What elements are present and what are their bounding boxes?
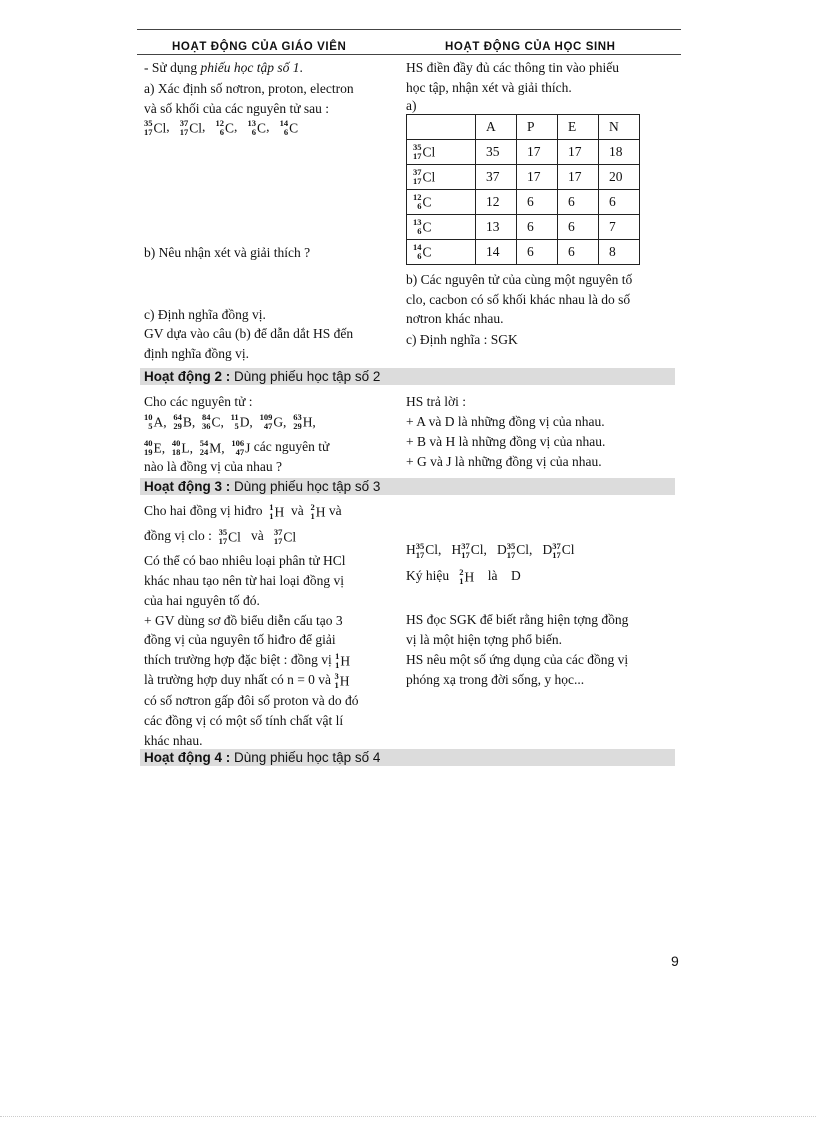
- table-row: [407, 190, 640, 215]
- a2-gv-intro: Cho các nguyên tử :: [144, 394, 253, 409]
- a3-gv-l1: Cho hai đồng vị hiđro 1 1 H và 2 1 H và: [144, 501, 342, 521]
- gv-b: b) Nêu nhận xét và giải thích ?: [144, 245, 311, 260]
- gv-use-sheet: - Sử dụng phiếu học tập số 1.: [144, 60, 303, 75]
- table-cell: 17: [517, 165, 558, 190]
- table-row: [407, 140, 640, 165]
- isotope: 13 6 C: [247, 117, 267, 137]
- gv-lead: GV dựa vào câu (b) để dẫn dắt HS đến: [144, 326, 354, 341]
- table-cell: 6: [599, 190, 640, 215]
- a3-hs-symbol: Ký hiệu 2 1 H là D: [406, 566, 521, 586]
- isotope: 14 6 C: [279, 117, 299, 137]
- table-cell: 6: [558, 240, 599, 265]
- activity-4-heading: Hoạt động 4 : Dùng phiếu học tập số 4: [140, 749, 675, 766]
- table-header-row: [407, 115, 640, 140]
- table-cell: 37: [476, 165, 517, 190]
- a3-gv-l2: đồng vị clo : 35 17 Cl và 37 17 Cl: [144, 526, 297, 546]
- table-cell: 18: [599, 140, 640, 165]
- a3-gv-p2-4: là trường hợp duy nhất có n = 0 và 3 1 H: [144, 670, 350, 690]
- a2-hs-answer: HS trả lời :: [406, 394, 467, 409]
- table-cell: 17: [558, 165, 599, 190]
- table-cell: 17: [558, 140, 599, 165]
- isotope: 63 29 H,: [293, 411, 316, 431]
- table-cell: 6: [558, 215, 599, 240]
- table-header-cell: N: [599, 115, 640, 140]
- table-header-cell: A: [476, 115, 517, 140]
- bottom-dotted-edge: [0, 1116, 816, 1117]
- isotope: 40 18 L,: [171, 437, 193, 457]
- a3-hs-p2: vị là một hiện tợng phổ biến.: [406, 632, 562, 647]
- table-cell: 17: [517, 140, 558, 165]
- isotope: 35 17: [415, 540, 425, 560]
- a3-hs-molecules: H 35 17 Cl, H 37 17 Cl, D 35 17 Cl, D 37 17 Cl: [406, 540, 575, 560]
- isotope: 109 47 G,: [259, 411, 287, 431]
- top-rule: [137, 29, 681, 30]
- a3-gv-p1-3: của hai nguyên tố đó.: [144, 593, 260, 608]
- hs-b: b) Các nguyên tử của cùng một nguyên tố: [406, 272, 633, 287]
- table-cell: 6: [517, 240, 558, 265]
- table-cell: 6: [558, 190, 599, 215]
- a2-atoms-row1: [144, 411, 316, 431]
- table-cell: 13: [476, 215, 517, 240]
- a2-hs-bh: + B và H là những đồng vị của nhau.: [406, 434, 606, 449]
- isotope: 3 1 H: [334, 670, 350, 690]
- isotope-table: [406, 114, 640, 265]
- isotope: 11 5 D,: [230, 411, 253, 431]
- hs-fill2: học tập, nhận xét và giải thích.: [406, 80, 572, 95]
- a2-atoms-row2: 40 19 E, 40 18 L, 54 24 M, 106 47 J các nguyên tử: [144, 437, 330, 457]
- a3-gv-p1-2: khác nhau tạo nên từ hai loại đồng vị: [144, 573, 345, 588]
- a3-gv-p2-3: thích trường hợp đặc biệt : đồng vị 1 1 H: [144, 650, 351, 670]
- isotope: 106 47 J: [231, 437, 251, 457]
- table-cell: 6: [517, 215, 558, 240]
- isotope: 37 17: [552, 540, 561, 560]
- isotope: 37 17 Cl: [179, 117, 203, 137]
- a3-hs-p1: HS đọc SGK để biết rằng hiện tợng đồng: [406, 612, 629, 627]
- a3-hs-p3: HS nêu một số ứng dụng của các đồng vị: [406, 652, 629, 667]
- hs-b2: clo, cacbon có số khối khác nhau là do số: [406, 292, 631, 307]
- isotope: 84 36 C,: [202, 411, 224, 431]
- a3-gv-p2-6: các đồng vị có một số tính chất vật lí: [144, 713, 344, 728]
- table-cell: 35: [476, 140, 517, 165]
- a3-gv-p2-7: khác nhau.: [144, 733, 203, 748]
- isotope: 1 1 H: [269, 501, 285, 521]
- table-header-cell: E: [558, 115, 599, 140]
- isotope: 12 6 C: [413, 192, 432, 211]
- hs-b3: nơtron khác nhau.: [406, 311, 504, 326]
- table-header-cell: P: [517, 115, 558, 140]
- a3-gv-p1-1: Có thể có bao nhiêu loại phân tử HCl: [144, 553, 346, 568]
- a3-gv-p2-5: có số nơtron gấp đôi số proton và do đó: [144, 693, 359, 708]
- gv-isotope-list: 35 17 Cl, 37 17 Cl, 12 6 C, 13 6 C, 14 6 C: [144, 117, 299, 137]
- gv-c: c) Định nghĩa đồng vị.: [144, 307, 266, 322]
- a3-gv-p2-2: đồng vị của nguyên tố hiđro để giải: [144, 632, 336, 647]
- table-cell: 14: [476, 240, 517, 265]
- table-cell: 20: [599, 165, 640, 190]
- a3-hs-p4: phóng xạ trong đời sống, y học...: [406, 672, 585, 687]
- isotope: 12 6 C: [215, 117, 235, 137]
- isotope: 54 24 M,: [199, 437, 225, 457]
- isotope: 40 19 E,: [144, 437, 166, 457]
- table-cell: 7: [599, 215, 640, 240]
- isotope: 14 6 C: [413, 242, 432, 261]
- table-header-cell: [407, 115, 476, 140]
- a2-hs-gj: + G và J là những đồng vị của nhau.: [406, 454, 602, 469]
- activity-2-heading: Hoạt động 2 : Dùng phiếu học tập số 2: [140, 368, 675, 385]
- hs-a: a): [406, 98, 417, 113]
- a2-hs-ad: + A và D là những đồng vị của nhau.: [406, 414, 605, 429]
- header-student: HOẠT ĐỘNG CỦA HỌC SINH: [445, 41, 616, 53]
- activity-3-heading: Hoạt động 3 : Dùng phiếu học tập số 3: [140, 478, 675, 495]
- isotope: 35 17 Cl: [144, 117, 167, 137]
- isotope: 37 17 Cl: [413, 167, 436, 186]
- isotope: 37 17 Cl: [273, 526, 297, 546]
- isotope: 35 17 Cl: [413, 142, 436, 161]
- gv-a: a) Xác định số nơtron, proton, electron: [144, 81, 354, 96]
- isotope: 35 17: [506, 540, 516, 560]
- header-teacher: HOẠT ĐỘNG CỦA GIÁO VIÊN: [172, 41, 347, 53]
- isotope: 64 29 B,: [173, 411, 196, 431]
- gv-a2: và số khối của các nguyên tử sau :: [144, 101, 330, 116]
- isotope: 2 1 H: [459, 566, 475, 586]
- isotope: 2 1 H: [310, 501, 326, 521]
- a2-gv-question: nào là đồng vị của nhau ?: [144, 459, 282, 474]
- table-row: [407, 215, 640, 240]
- isotope: 13 6 C: [413, 217, 432, 236]
- table-row: [407, 240, 640, 265]
- hs-fill: HS điền đầy đủ các thông tin vào phiếu: [406, 60, 619, 75]
- table-cell: 6: [517, 190, 558, 215]
- table-cell: 12: [476, 190, 517, 215]
- gv-lead2: định nghĩa đồng vị.: [144, 346, 249, 361]
- isotope: 1 1 H: [335, 650, 351, 670]
- header-rule: [137, 54, 681, 55]
- table-cell: 8: [599, 240, 640, 265]
- hs-c: c) Định nghĩa : SGK: [406, 332, 518, 347]
- isotope: 35 17 Cl: [218, 526, 241, 546]
- isotope: 37 17: [461, 540, 470, 560]
- isotope: 10 5 A,: [144, 411, 167, 431]
- a3-gv-p2-1: + GV dùng sơ đồ biểu diễn cấu tạo 3: [144, 613, 343, 628]
- table-row: [407, 165, 640, 190]
- page-number: 9: [671, 953, 679, 969]
